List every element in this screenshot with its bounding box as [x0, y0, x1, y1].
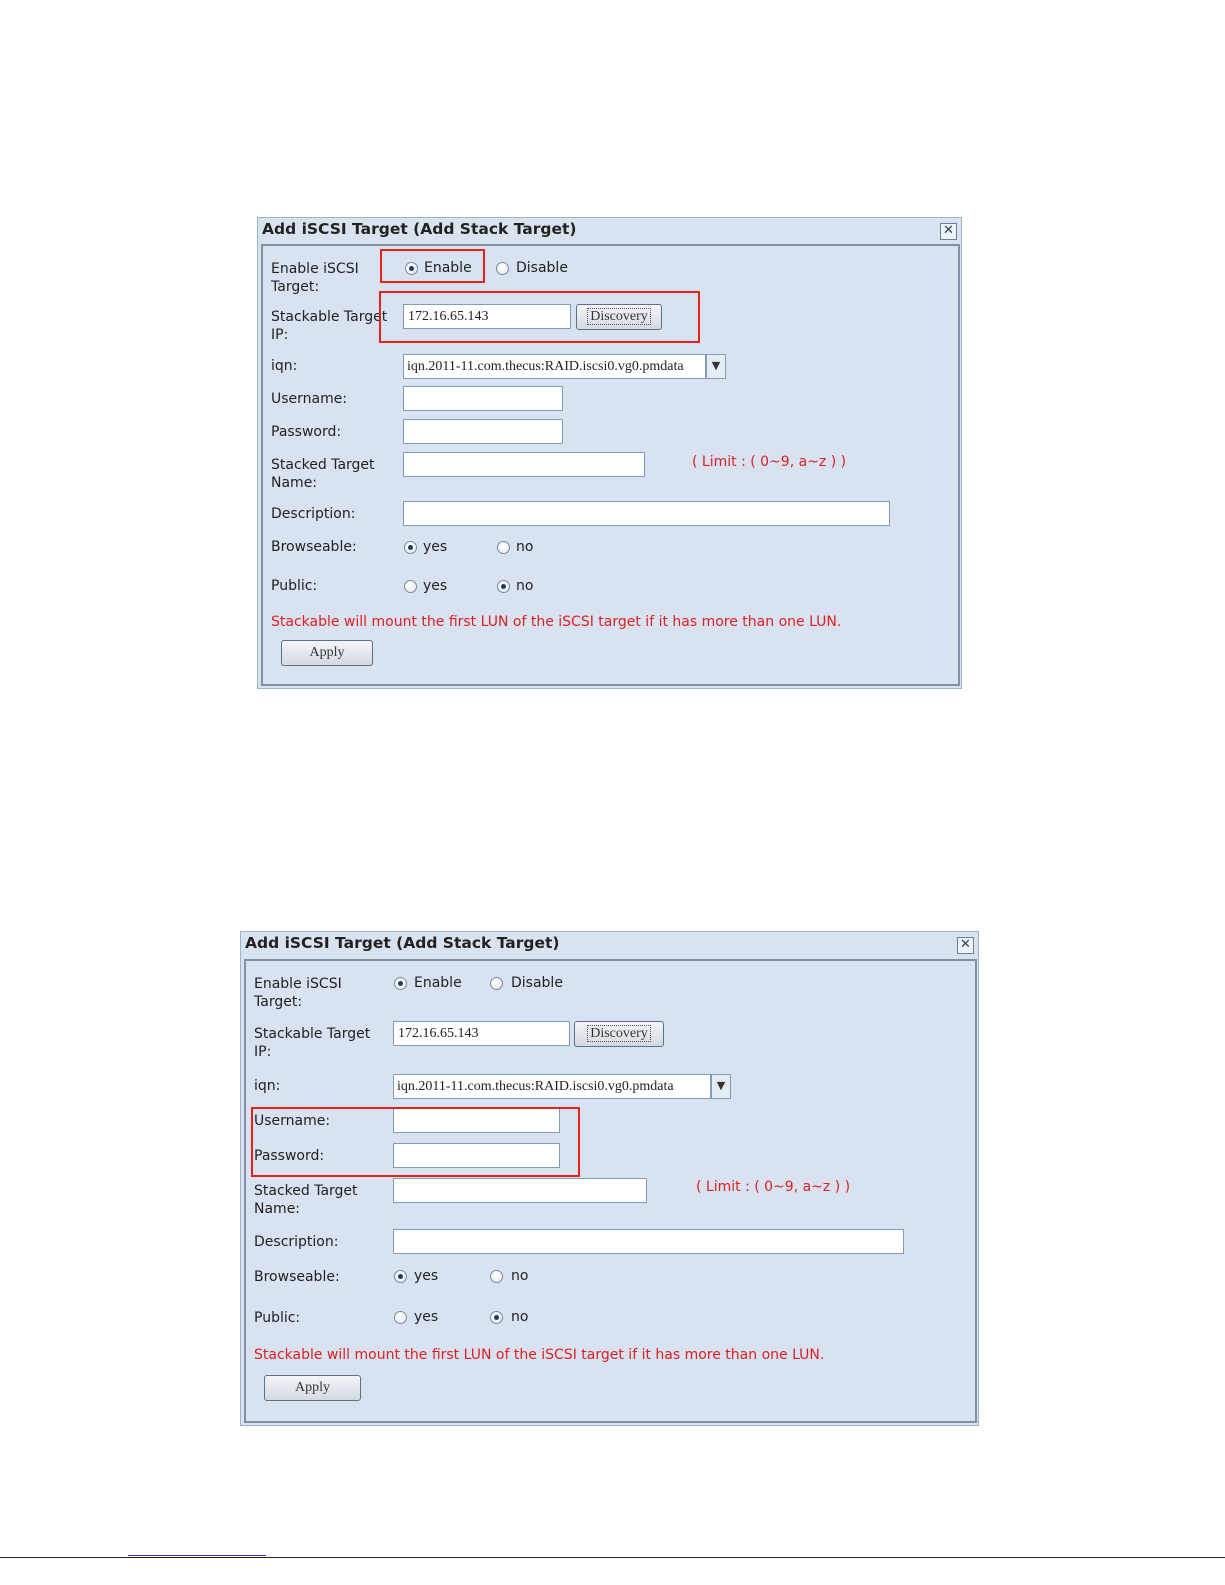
- password-input[interactable]: [403, 419, 563, 444]
- stacked-name-label: Stacked Target Name:: [254, 1183, 358, 1217]
- browseable-label: Browseable:: [254, 1269, 340, 1285]
- enable-iscsi-label: Enable iSCSI Target:: [254, 976, 342, 1010]
- enable-iscsi-label: Enable iSCSI Target:: [271, 261, 359, 295]
- description-input[interactable]: [393, 1229, 904, 1254]
- limit-hint: ( Limit : ( 0~9, a~z ) ): [692, 454, 847, 470]
- highlight-enable-box: [380, 249, 485, 283]
- stackable-ip-input[interactable]: 172.16.65.143: [403, 304, 571, 329]
- public-yes-radio[interactable]: [404, 580, 417, 593]
- browseable-no-radio[interactable]: [497, 541, 510, 554]
- enable-option-label: Enable: [424, 260, 472, 276]
- discovery-label: Discovery: [587, 308, 651, 325]
- footer-divider: [0, 1557, 1225, 1558]
- browseable-no-radio[interactable]: [490, 1270, 503, 1283]
- apply-button[interactable]: Apply: [281, 640, 373, 666]
- stackable-ip-label: Stackable Target IP:: [271, 309, 388, 343]
- public-no-label: no: [516, 578, 534, 594]
- stackable-ip-input[interactable]: 172.16.65.143: [393, 1021, 570, 1046]
- iqn-label: iqn:: [254, 1078, 281, 1094]
- add-iscsi-target-dialog-2: [240, 931, 979, 1426]
- chevron-down-icon[interactable]: ▼: [706, 354, 726, 379]
- public-no-radio[interactable]: [490, 1311, 503, 1324]
- browseable-label: Browseable:: [271, 539, 357, 555]
- footer-link-underline: [128, 1555, 266, 1556]
- disable-radio[interactable]: [496, 262, 509, 275]
- public-no-radio[interactable]: [497, 580, 510, 593]
- password-label: Password:: [271, 424, 342, 440]
- apply-button[interactable]: Apply: [264, 1375, 361, 1401]
- username-input[interactable]: [403, 386, 563, 411]
- discovery-button[interactable]: [574, 1021, 664, 1047]
- description-label: Description:: [271, 506, 356, 522]
- stacked-name-label: Stacked Target Name:: [271, 457, 375, 491]
- stackable-ip-label: Stackable Target IP:: [254, 1026, 371, 1060]
- disable-radio[interactable]: [490, 977, 503, 990]
- public-no-label: no: [511, 1309, 529, 1325]
- dialog-title: Add iSCSI Target (Add Stack Target): [262, 220, 577, 238]
- browseable-yes-radio[interactable]: [404, 541, 417, 554]
- public-yes-label: yes: [414, 1309, 439, 1325]
- public-yes-radio[interactable]: [394, 1311, 407, 1324]
- limit-hint: ( Limit : ( 0~9, a~z ) ): [696, 1179, 851, 1195]
- public-yes-label: yes: [423, 578, 448, 594]
- description-label: Description:: [254, 1234, 339, 1250]
- stacked-name-input[interactable]: [403, 452, 645, 477]
- description-input[interactable]: [403, 501, 890, 526]
- stacked-name-input[interactable]: [393, 1178, 647, 1203]
- disable-option-label: Disable: [511, 975, 563, 991]
- add-iscsi-target-dialog-1: [257, 217, 962, 689]
- disable-option-label: Disable: [516, 260, 568, 276]
- browseable-no-label: no: [511, 1268, 529, 1284]
- username-label: Username:: [271, 391, 348, 407]
- enable-option-label: Enable: [414, 975, 462, 991]
- iqn-select[interactable]: iqn.2011-11.com.thecus:RAID.iscsi0.vg0.pmdata: [393, 1074, 711, 1099]
- discovery-label: Discovery: [587, 1025, 651, 1042]
- browseable-yes-radio[interactable]: [394, 1270, 407, 1283]
- close-icon[interactable]: ✕: [940, 223, 957, 240]
- browseable-yes-label: yes: [414, 1268, 439, 1284]
- iqn-label: iqn:: [271, 358, 298, 374]
- lun-warning: Stackable will mount the first LUN of the iSCSI target if it has more than one LUN.: [271, 614, 842, 630]
- enable-radio[interactable]: [394, 977, 407, 990]
- lun-warning: Stackable will mount the first LUN of the iSCSI target if it has more than one LUN.: [254, 1347, 825, 1363]
- browseable-yes-label: yes: [423, 539, 448, 555]
- iqn-select[interactable]: iqn.2011-11.com.thecus:RAID.iscsi0.vg0.pmdata: [403, 354, 706, 379]
- public-label: Public:: [271, 578, 318, 594]
- highlight-ip-box: [379, 291, 700, 343]
- dialog-title: Add iSCSI Target (Add Stack Target): [245, 934, 560, 952]
- username-label: Username:: [254, 1113, 331, 1129]
- public-label: Public:: [254, 1310, 301, 1326]
- close-icon[interactable]: ✕: [957, 937, 974, 954]
- highlight-credentials-box: [251, 1107, 580, 1177]
- browseable-no-label: no: [516, 539, 534, 555]
- password-label: Password:: [254, 1148, 325, 1164]
- chevron-down-icon[interactable]: ▼: [711, 1074, 731, 1099]
